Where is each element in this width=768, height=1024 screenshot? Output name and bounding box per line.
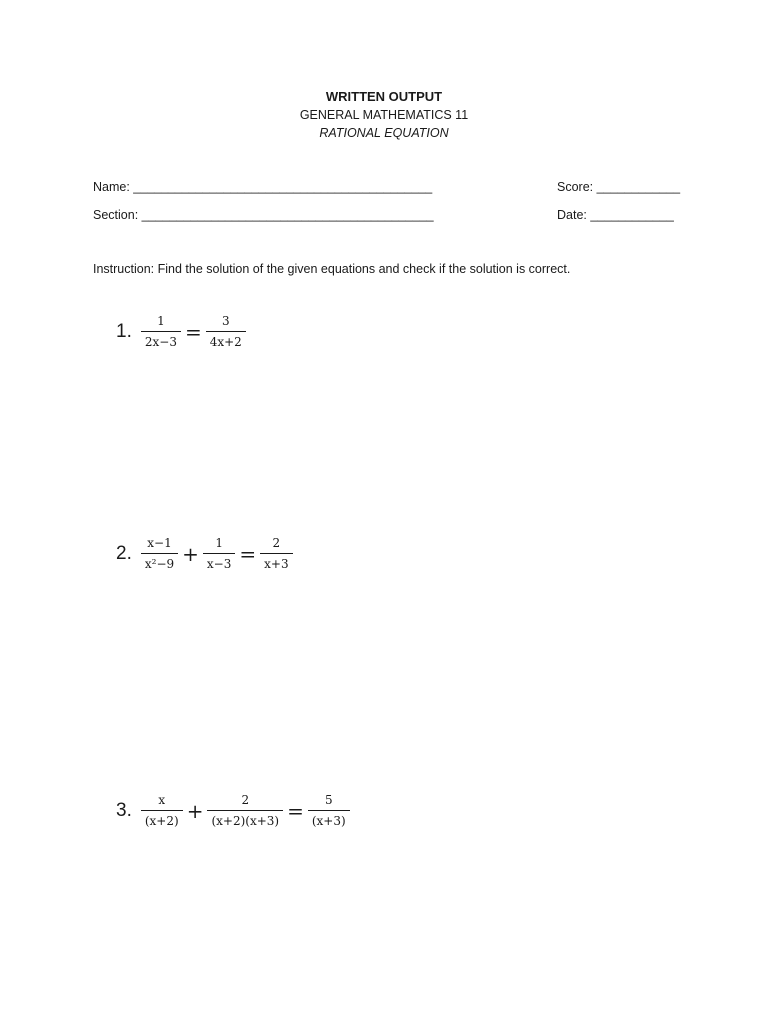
fraction: [141, 314, 181, 349]
denominator: (x+3): [308, 810, 350, 828]
name-field: Name: ___________________________________________: [93, 180, 433, 194]
fraction: [141, 793, 183, 828]
numerator: 1: [157, 314, 165, 328]
numerator: 2: [272, 536, 281, 550]
fraction: [207, 793, 283, 828]
fraction: [203, 536, 235, 571]
denominator: (x+2)(x+3): [207, 810, 283, 828]
problem-2: [116, 536, 295, 571]
denominator: x+3: [260, 553, 292, 571]
document-title: WRITTEN OUTPUT: [325, 89, 443, 104]
document-header: [0, 88, 768, 142]
score-field: Score: ____________: [557, 180, 681, 194]
problem-3: [116, 793, 352, 828]
problem-1: [116, 314, 248, 349]
date-field: Date: ____________: [557, 208, 674, 222]
denominator: 4x+2: [206, 331, 246, 349]
problem-number: 1.: [116, 320, 132, 342]
equals-sign: =: [184, 319, 202, 344]
document-subtitle: GENERAL MATHEMATICS 11: [299, 108, 469, 122]
numerator: 5: [324, 793, 333, 807]
denominator: 2x−3: [141, 331, 181, 349]
problem-number: 3.: [116, 799, 132, 821]
fraction: [206, 314, 246, 349]
plus-sign: +: [186, 798, 204, 823]
document-topic: RATIONAL EQUATION: [319, 126, 449, 140]
fraction: [260, 536, 292, 571]
numerator: 1: [215, 536, 223, 550]
numerator: 3: [221, 314, 230, 328]
numerator: x: [158, 793, 166, 807]
equals-sign: =: [239, 541, 257, 566]
fraction: [308, 793, 350, 828]
numerator: x−1: [147, 536, 172, 550]
instruction-text: Instruction: Find the solution of the given equations and check if the solution is correct.: [93, 262, 571, 276]
denominator: x−3: [203, 553, 235, 571]
numerator: 2: [241, 793, 250, 807]
equals-sign: =: [287, 798, 304, 823]
fraction: [141, 536, 178, 571]
section-field: Section: __________________________________________: [93, 208, 434, 222]
denominator: x²−9: [141, 553, 178, 571]
plus-sign: +: [182, 541, 199, 566]
denominator: (x+2): [141, 810, 183, 828]
problem-number: 2.: [116, 542, 132, 564]
